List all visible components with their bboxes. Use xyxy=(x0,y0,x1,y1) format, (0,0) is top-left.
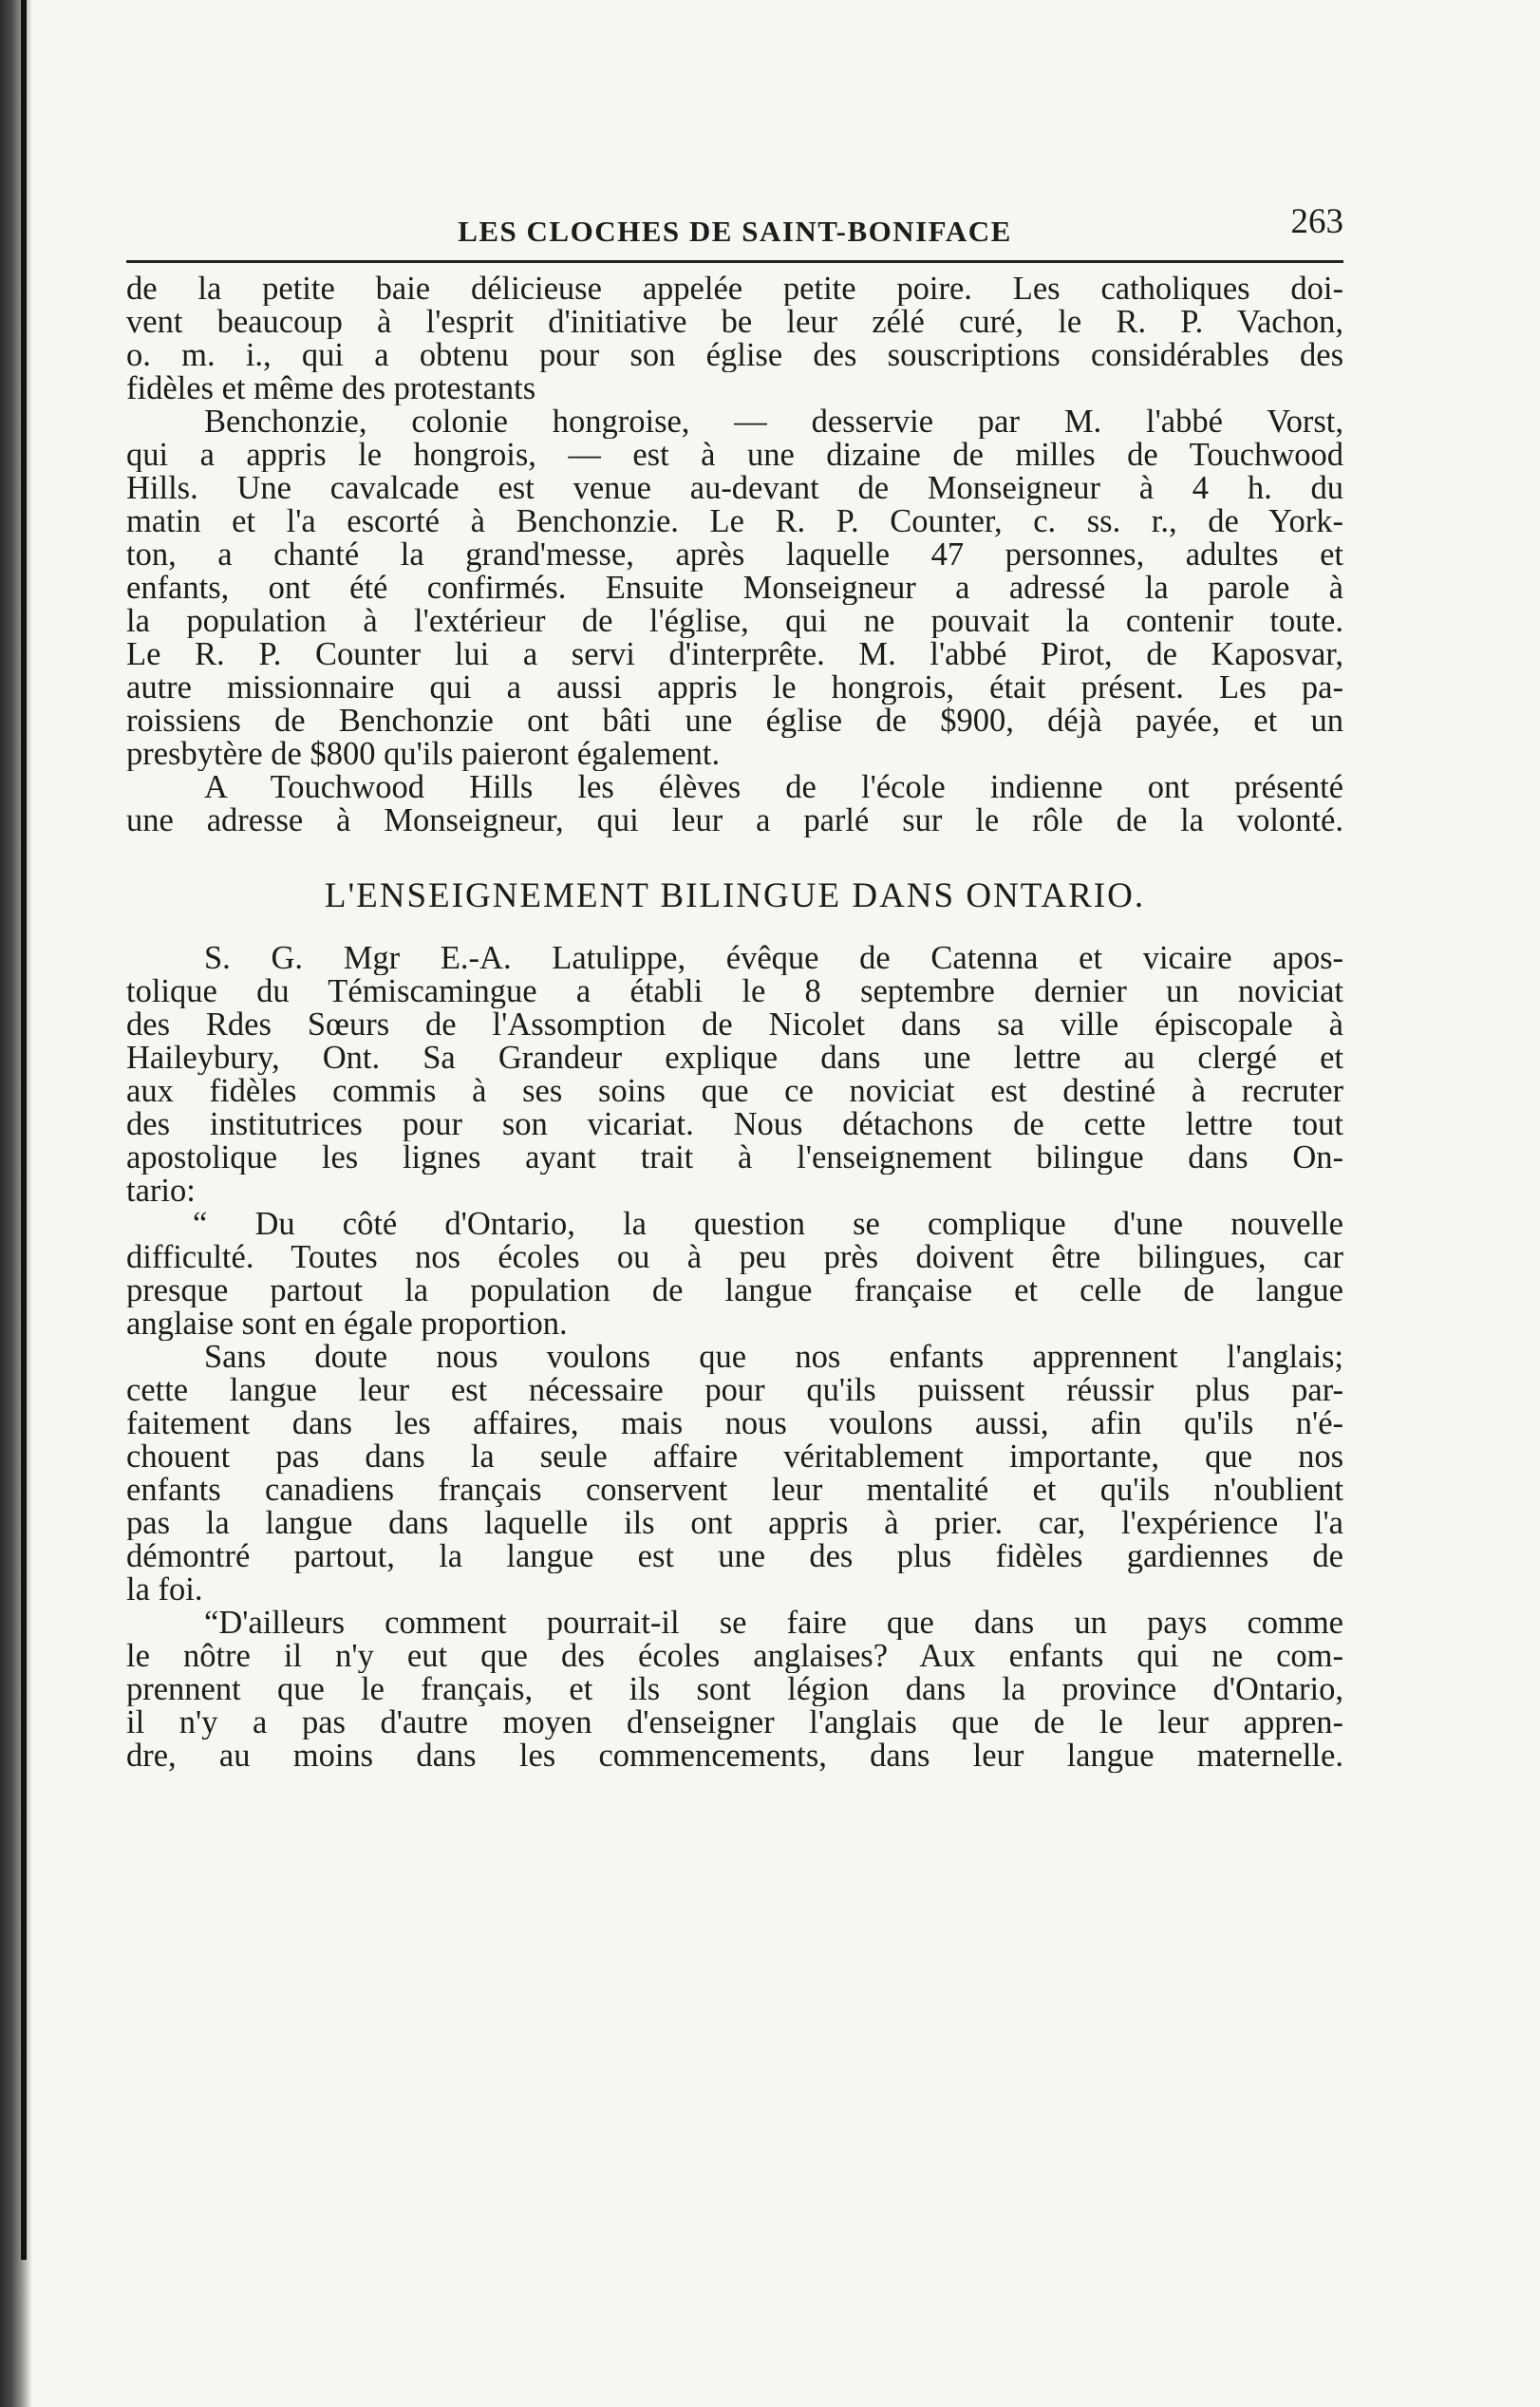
page-header xyxy=(126,199,1343,263)
paragraph-4 xyxy=(126,942,1343,1208)
paragraph-2 xyxy=(126,405,1343,771)
section-heading: L'ENSEIGNEMENT BILINGUE DANS ONTARIO. xyxy=(324,876,1146,915)
page-number: 263 xyxy=(1290,202,1343,241)
text-line: “D'ailleurs comment pourrait-il se faire que dans un pays comme xyxy=(204,1607,1343,1640)
text-line: de la petite baie délicieuse appelée petite poire. Les catholiques doi- xyxy=(126,273,1343,306)
text-line: apostolique les lignes ayant trait à l'enseignement bilingue dans On- xyxy=(126,1141,1343,1175)
text-line: roissiens de Benchonzie ont bâti une église de $900, déjà payée, et un xyxy=(126,705,1343,738)
text-line: difficulté. Toutes nos écoles ou à peu près doivent être bilingues, car xyxy=(126,1241,1343,1274)
text-line: tolique du Témiscamingue a établi le 8 septembre dernier un noviciat xyxy=(126,975,1343,1008)
text-line: ton, a chanté la grand'messe, après laquelle 47 personnes, adultes et xyxy=(126,538,1343,572)
text-line: presque partout la population de langue française et celle de langue xyxy=(126,1274,1343,1307)
text-line: o. m. i., qui a obtenu pour son église des souscriptions considérables des xyxy=(126,339,1343,372)
paragraph-7 xyxy=(126,1607,1343,1773)
book-page xyxy=(126,199,1343,1773)
binding-shadow xyxy=(21,0,27,2260)
binding-edge xyxy=(0,0,32,2407)
text-line: prennent que le français, et ils sont légion dans la province d'Ontario, xyxy=(126,1673,1343,1706)
text-line: anglaise sont en égale proportion. xyxy=(126,1307,568,1341)
text-line: autre missionnaire qui a aussi appris le hongrois, était présent. Les pa- xyxy=(126,671,1343,705)
paragraph-1 xyxy=(126,273,1343,405)
text-line: le nôtre il n'y eut que des écoles anglaises? Aux enfants qui ne com- xyxy=(126,1640,1343,1673)
text-line: la population à l'extérieur de l'église, qui ne pouvait la contenir toute. xyxy=(126,605,1343,638)
text-line: Benchonzie, colonie hongroise, — desservie par M. l'abbé Vorst, xyxy=(204,405,1343,439)
text-line: enfants canadiens français conservent leur mentalité et qu'ils n'oublient xyxy=(126,1474,1343,1507)
text-line: Haileybury, Ont. Sa Grandeur explique dans une lettre au clergé et xyxy=(126,1042,1343,1075)
text-line: faitement dans les affaires, mais nous voulons aussi, afin qu'ils n'é- xyxy=(126,1407,1343,1440)
text-line: qui a appris le hongrois, — est à une dizaine de milles de Touchwood xyxy=(126,439,1343,472)
text-line: dre, au moins dans les commencements, dans leur langue maternelle. xyxy=(126,1739,1343,1773)
text-line: Hills. Une cavalcade est venue au-devant de Monseigneur à 4 h. du xyxy=(126,472,1343,505)
text-line: Sans doute nous voulons que nos enfants apprennent l'anglais; xyxy=(204,1341,1343,1374)
text-line: vent beaucoup à l'esprit d'initiative be leur zélé curé, le R. P. Vachon, xyxy=(126,306,1343,339)
text-line: des Rdes Sœurs de l'Assomption de Nicolet dans sa ville épiscopale à xyxy=(126,1008,1343,1042)
text-line: Le R. P. Counter lui a servi d'interprête. M. l'abbé Pirot, de Kaposvar, xyxy=(126,638,1343,671)
text-line: matin et l'a escorté à Benchonzie. Le R. P. Counter, c. ss. r., de York- xyxy=(126,505,1343,538)
text-line: presbytère de $800 qu'ils paieront également. xyxy=(126,738,721,771)
text-line: cette langue leur est nécessaire pour qu'ils puissent réussir plus par- xyxy=(126,1374,1343,1407)
text-line: des institutrices pour son vicariat. Nous détachons de cette lettre tout xyxy=(126,1108,1343,1141)
text-line: il n'y a pas d'autre moyen d'enseigner l'anglais que de le leur appren- xyxy=(126,1706,1343,1739)
paragraph-6 xyxy=(126,1341,1343,1607)
text-line: enfants, ont été confirmés. Ensuite Monseigneur a adressé la parole à xyxy=(126,572,1343,605)
paragraph-3 xyxy=(126,771,1343,837)
text-line: A Touchwood Hills les élèves de l'école indienne ont présenté xyxy=(204,771,1343,804)
text-line: pas la langue dans laquelle ils ont appris à prier. car, l'expérience l'a xyxy=(126,1507,1343,1540)
text-line: “ Du côté d'Ontario, la question se complique d'une nouvelle xyxy=(193,1208,1343,1241)
text-line: la foi. xyxy=(126,1573,203,1607)
text-line: tario: xyxy=(126,1175,196,1208)
text-line: une adresse à Monseigneur, qui leur a parlé sur le rôle de la volonté. xyxy=(126,804,1343,837)
text-line: démontré partout, la langue est une des plus fidèles gardiennes de xyxy=(126,1540,1343,1573)
text-line: aux fidèles commis à ses soins que ce noviciat est destiné à recruter xyxy=(126,1075,1343,1108)
text-line: chouent pas dans la seule affaire véritablement importante, que nos xyxy=(126,1440,1343,1474)
body-text xyxy=(126,273,1343,1773)
text-line: fidèles et même des protestants xyxy=(126,372,536,405)
paragraph-5 xyxy=(126,1208,1343,1341)
text-line: S. G. Mgr E.-A. Latulippe, évêque de Catenna et vicaire apos- xyxy=(204,942,1343,975)
running-head: LES CLOCHES DE SAINT-BONIFACE xyxy=(458,215,1012,248)
